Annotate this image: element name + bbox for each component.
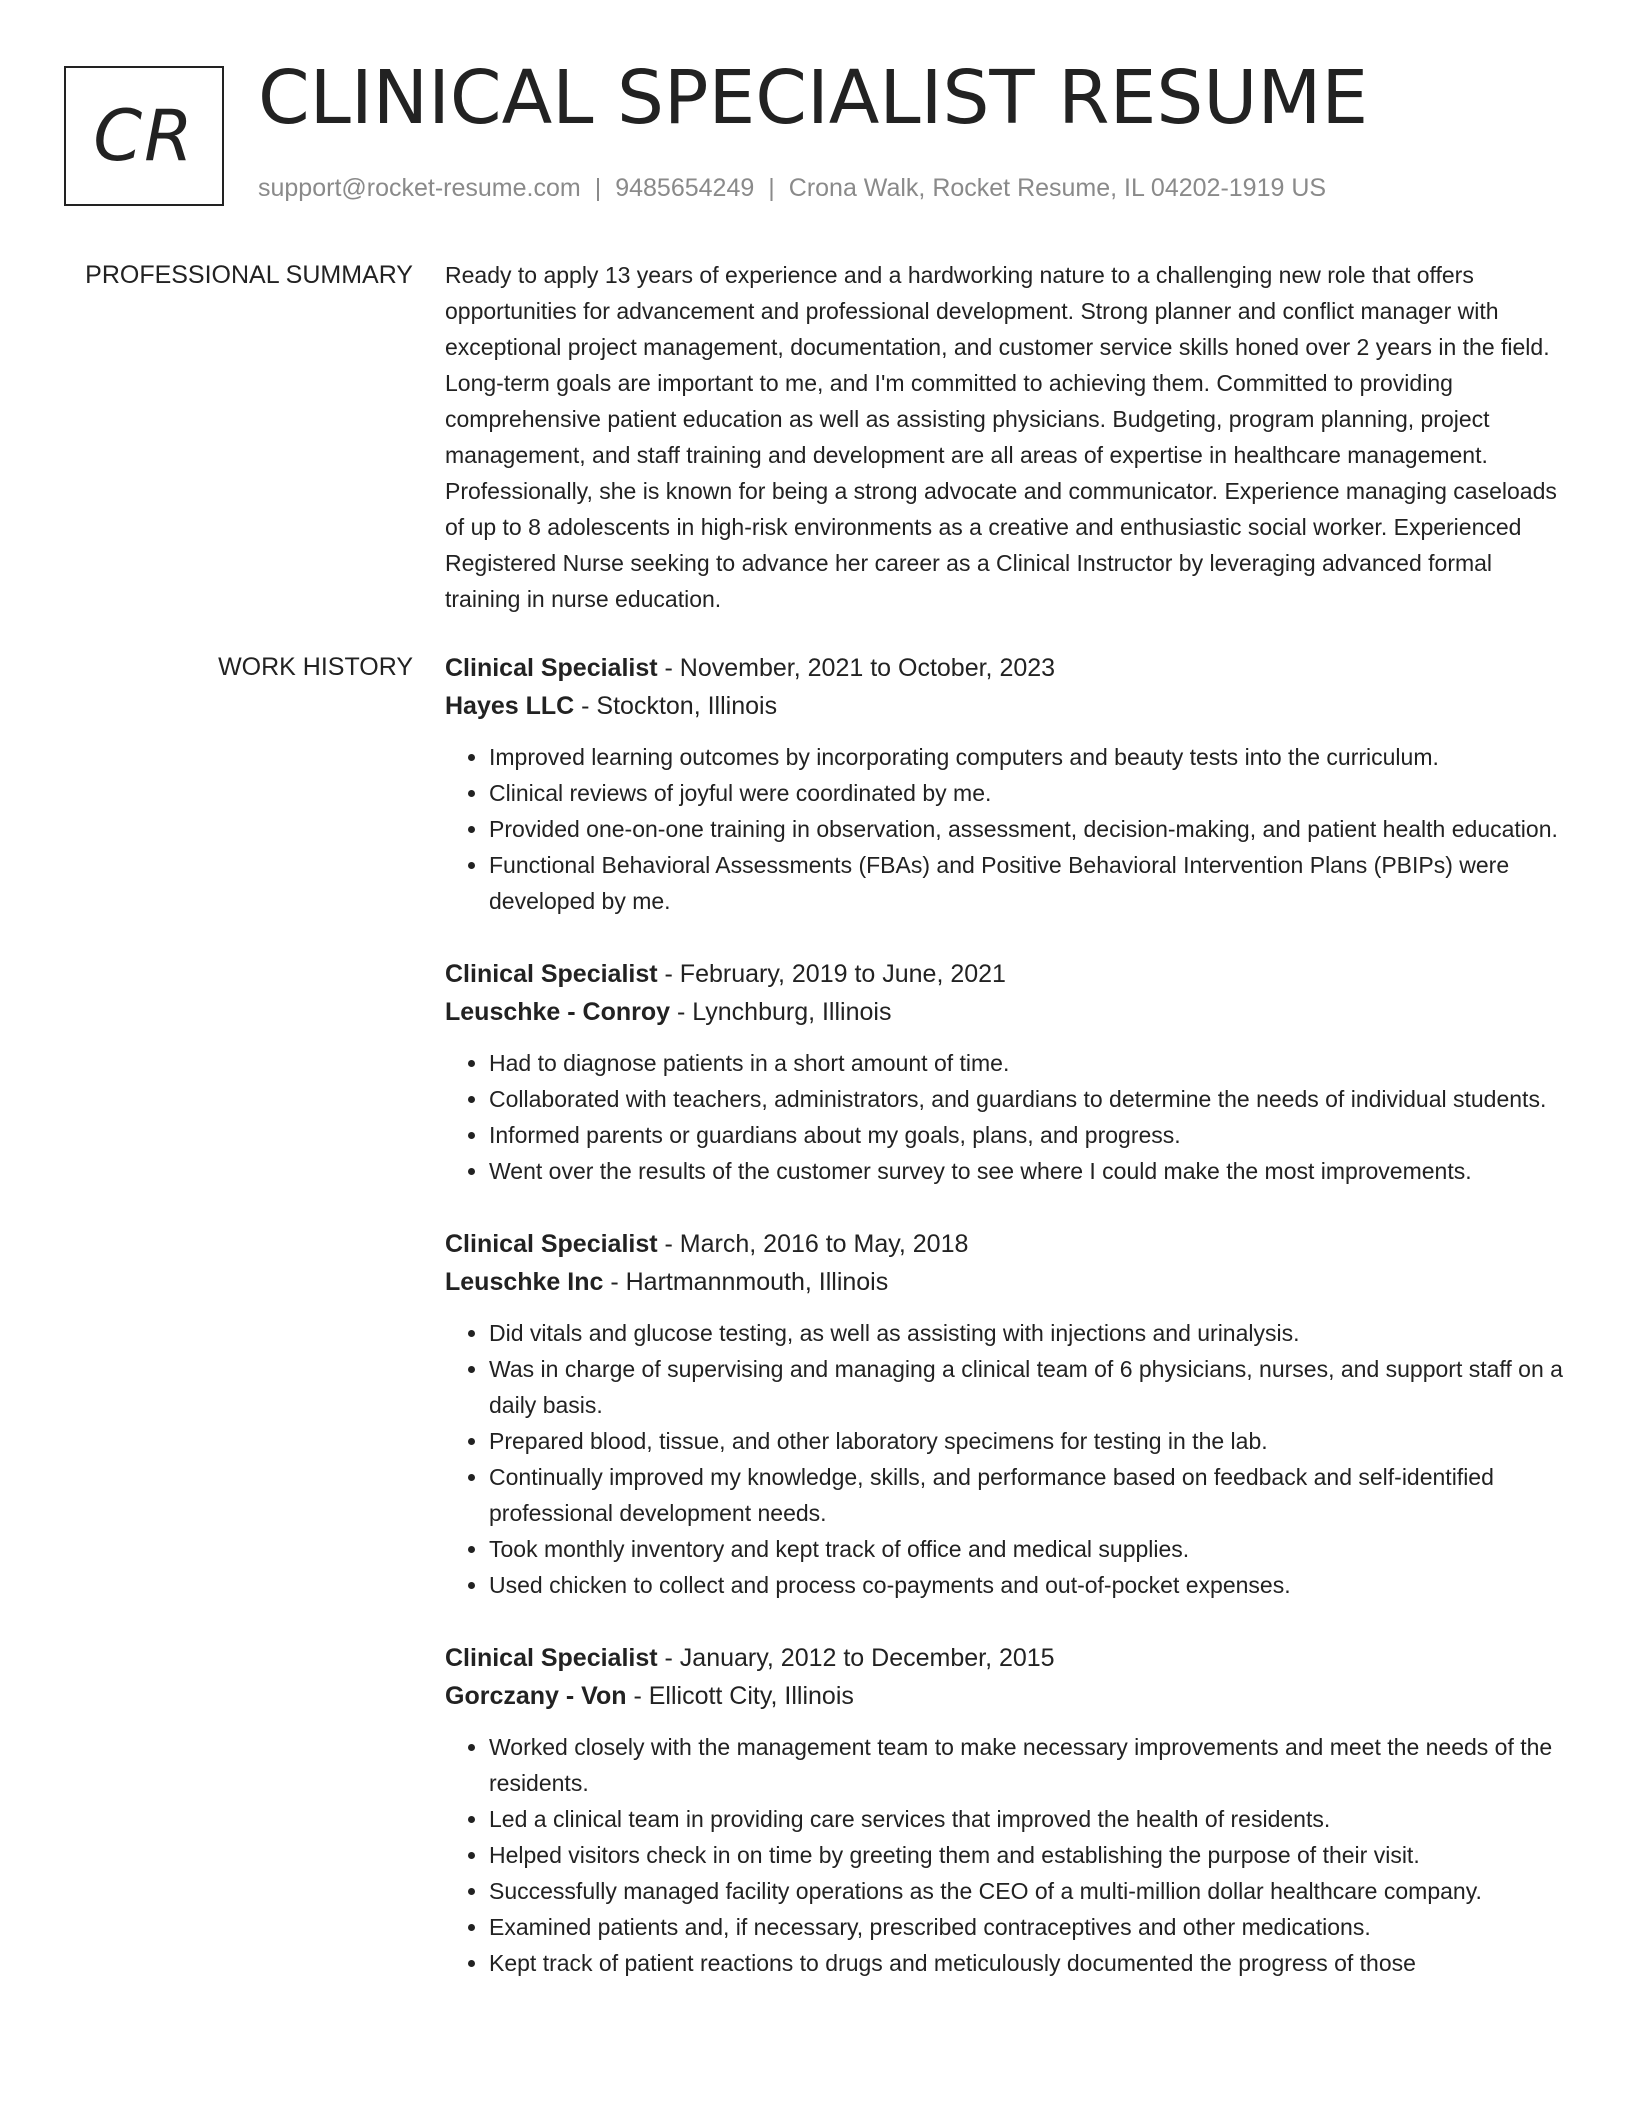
job-bullet: • Provided one-on-one training in observation, assessment, decision-making, and patient health education. bbox=[489, 811, 1565, 847]
job-bullet-list bbox=[445, 1729, 1565, 1981]
contact-email[interactable]: support@rocket-resume.com bbox=[258, 174, 581, 202]
job-bullet: • Successfully managed facility operations as the CEO of a multi-million dollar healthcare company. bbox=[489, 1873, 1565, 1909]
job-dates: - February, 2019 to June, 2021 bbox=[657, 960, 1006, 988]
job-location: - Lynchburg, Illinois bbox=[670, 998, 892, 1026]
job-bullet-list bbox=[445, 739, 1565, 919]
job-bullet: • Functional Behavioral Assessments (FBAs) and Positive Behavioral Intervention Plans (PBIPs) were developed by me. bbox=[489, 847, 1565, 919]
contact-separator: | bbox=[768, 174, 775, 202]
job-bullet: • Continually improved my knowledge, skills, and performance based on feedback and self-identified professional development needs. bbox=[489, 1459, 1565, 1531]
resume-title: CLINICAL SPECIALIST RESUME bbox=[258, 55, 1369, 141]
job-bullet: • Took monthly inventory and kept track of office and medical supplies. bbox=[489, 1531, 1565, 1567]
job-bullet: • Worked closely with the management team to make necessary improvements and meet the needs of the residents. bbox=[489, 1729, 1565, 1801]
job-entry bbox=[445, 1225, 1565, 1603]
job-title: Clinical Specialist bbox=[445, 1644, 658, 1672]
contact-line bbox=[258, 174, 1326, 203]
job-bullet: • Had to diagnose patients in a short amount of time. bbox=[489, 1045, 1565, 1081]
job-title-line bbox=[445, 955, 1565, 993]
job-location: - Stockton, Illinois bbox=[574, 692, 778, 720]
job-bullet: • Used chicken to collect and process co-payments and out-of-pocket expenses. bbox=[489, 1567, 1565, 1603]
job-bullet: • Prepared blood, tissue, and other laboratory specimens for testing in the lab. bbox=[489, 1423, 1565, 1459]
section-label-summary: PROFESSIONAL SUMMARY bbox=[85, 261, 413, 289]
job-entry bbox=[445, 1639, 1565, 1981]
work-history-body bbox=[445, 649, 1565, 2017]
job-title-line bbox=[445, 1639, 1565, 1677]
job-bullet: • Kept track of patient reactions to drugs and meticulously documented the progress of those bbox=[489, 1945, 1565, 1981]
monogram-box bbox=[64, 66, 224, 206]
job-company: Leuschke - Conroy bbox=[445, 998, 671, 1026]
job-title: Clinical Specialist bbox=[445, 960, 658, 988]
job-dates: - March, 2016 to May, 2018 bbox=[657, 1230, 969, 1258]
contact-separator: | bbox=[594, 174, 602, 202]
job-title: Clinical Specialist bbox=[445, 654, 658, 682]
job-company-line bbox=[445, 993, 1565, 1031]
job-bullet: • Collaborated with teachers, administrators, and guardians to determine the needs of individual students. bbox=[489, 1081, 1565, 1117]
job-company: Leuschke Inc bbox=[445, 1268, 604, 1296]
job-bullet: • Clinical reviews of joyful were coordinated by me. bbox=[489, 775, 1565, 811]
job-bullet-list bbox=[445, 1315, 1565, 1603]
job-company: Hayes LLC bbox=[445, 692, 575, 720]
summary-text: Ready to apply 13 years of experience and a hardworking nature to a challenging new role that offers opportunities for advancement and professional development. Strong planner and conflict manager with exceptional project management, documentation, and customer service skills honed over 2 years in the field. Long-term goals are important to me, and I'm committed to achieving them. Committed to providing comprehensive patient education as well as assisting physicians. Budgeting, program planning, project management, and staff training and development are all areas of expertise in healthcare management. Professionally, she is known for being a strong advocate and communicator. Experience managing caseloads of up to 8 adolescents in high-risk environments as a creative and enthusiastic social worker. Experienced Registered Nurse seeking to advance her career as a Clinical Instructor by leveraging advanced formal training in nurse education. bbox=[445, 262, 1557, 612]
job-bullet-list bbox=[445, 1045, 1565, 1189]
section-label-work-history: WORK HISTORY bbox=[218, 653, 413, 681]
job-dates: - January, 2012 to December, 2015 bbox=[657, 1644, 1055, 1672]
job-bullet: • Improved learning outcomes by incorporating computers and beauty tests into the curriculum. bbox=[489, 739, 1565, 775]
job-bullet: • Examined patients and, if necessary, prescribed contraceptives and other medications. bbox=[489, 1909, 1565, 1945]
job-bullet: • Informed parents or guardians about my goals, plans, and progress. bbox=[489, 1117, 1565, 1153]
job-location: - Hartmannmouth, Illinois bbox=[603, 1268, 889, 1296]
job-dates: - November, 2021 to October, 2023 bbox=[657, 654, 1056, 682]
contact-phone[interactable]: 9485654249 bbox=[615, 174, 755, 202]
job-title-line bbox=[445, 649, 1565, 687]
job-company-line bbox=[445, 1677, 1565, 1715]
job-entry bbox=[445, 649, 1565, 919]
job-bullet: • Did vitals and glucose testing, as well as assisting with injections and urinalysis. bbox=[489, 1315, 1565, 1351]
job-bullet: • Was in charge of supervising and managing a clinical team of 6 physicians, nurses, and support staff on a daily basis. bbox=[489, 1351, 1565, 1423]
job-bullet: • Led a clinical team in providing care services that improved the health of residents. bbox=[489, 1801, 1565, 1837]
monogram-initials: CR bbox=[93, 95, 195, 177]
job-location: - Ellicott City, Illinois bbox=[626, 1682, 854, 1710]
contact-address: Crona Walk, Rocket Resume, IL 04202-1919 US bbox=[788, 174, 1327, 202]
job-company: Gorczany - Von bbox=[445, 1682, 627, 1710]
job-bullet: • Helped visitors check in on time by greeting them and establishing the purpose of their visit. bbox=[489, 1837, 1565, 1873]
summary-body bbox=[445, 257, 1565, 617]
job-entry bbox=[445, 955, 1565, 1189]
job-bullet: • Went over the results of the customer survey to see where I could make the most improvements. bbox=[489, 1153, 1565, 1189]
job-title-line bbox=[445, 1225, 1565, 1263]
job-company-line bbox=[445, 1263, 1565, 1301]
job-title: Clinical Specialist bbox=[445, 1230, 658, 1258]
job-company-line bbox=[445, 687, 1565, 725]
